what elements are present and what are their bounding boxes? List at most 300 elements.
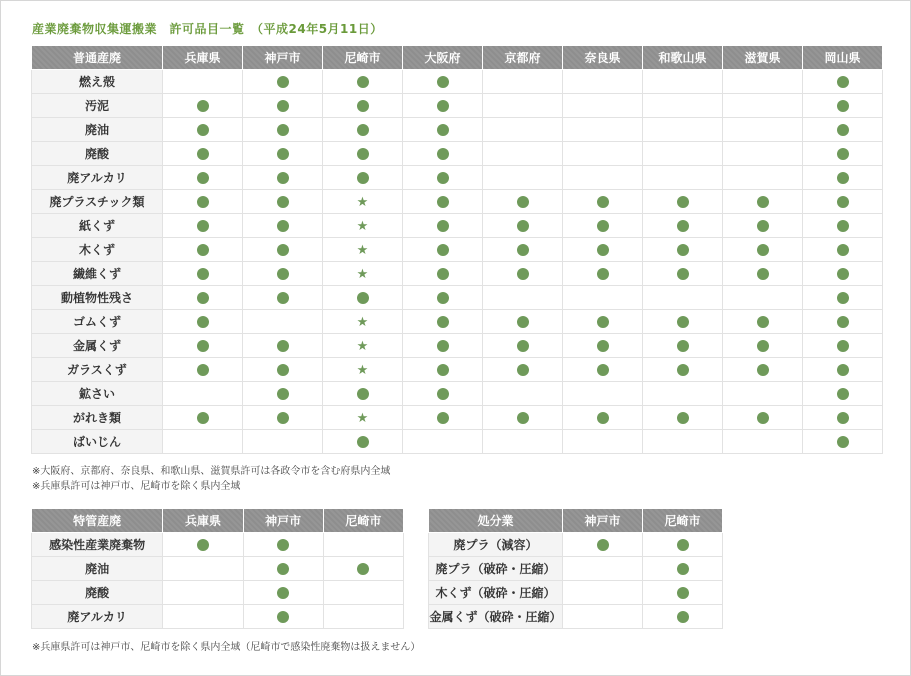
permit-cell — [723, 214, 803, 238]
permit-cell — [483, 166, 563, 190]
permit-cell — [243, 166, 323, 190]
permit-cell — [403, 118, 483, 142]
permit-cell — [643, 581, 723, 605]
permit-dot-icon — [357, 563, 369, 575]
region-header: 神戸市 — [243, 46, 323, 70]
permit-dot-icon — [277, 292, 289, 304]
permit-cell — [483, 430, 563, 454]
item-label: 紙くず — [32, 214, 163, 238]
table-row — [32, 238, 883, 262]
permit-cell — [323, 142, 403, 166]
permit-star-icon: ★ — [356, 194, 369, 210]
permit-dot-icon — [837, 124, 849, 136]
table-row — [32, 262, 883, 286]
permit-dot-icon — [437, 244, 449, 256]
permit-cell — [403, 310, 483, 334]
permit-star-icon: ★ — [356, 266, 369, 282]
permit-dot-icon — [677, 539, 689, 551]
item-label: 廃油 — [32, 557, 163, 581]
permit-cell — [563, 142, 643, 166]
permit-cell — [163, 94, 243, 118]
permit-cell — [563, 214, 643, 238]
permit-cell — [323, 334, 403, 358]
permit-dot-icon — [677, 244, 689, 256]
permit-cell — [243, 581, 323, 605]
permit-dot-icon — [437, 364, 449, 376]
permit-dot-icon — [197, 316, 209, 328]
permit-dot-icon — [437, 148, 449, 160]
permit-dot-icon — [277, 611, 289, 623]
permit-dot-icon — [677, 196, 689, 208]
permit-cell — [643, 214, 723, 238]
region-header: 兵庫県 — [163, 46, 243, 70]
item-label: ばいじん — [32, 430, 163, 454]
permit-cell — [243, 358, 323, 382]
permit-dot-icon — [517, 316, 529, 328]
permit-dot-icon — [677, 412, 689, 424]
permit-cell — [563, 581, 643, 605]
permit-cell — [483, 214, 563, 238]
permit-cell — [803, 118, 883, 142]
permit-dot-icon — [197, 268, 209, 280]
item-label: ガラスくず — [32, 358, 163, 382]
permit-dot-icon — [837, 172, 849, 184]
permit-cell — [243, 557, 323, 581]
permit-cell — [723, 262, 803, 286]
permit-dot-icon — [517, 268, 529, 280]
permit-cell — [403, 430, 483, 454]
permit-star-icon: ★ — [356, 362, 369, 378]
permit-cell — [483, 238, 563, 262]
permit-cell — [563, 358, 643, 382]
permit-cell — [243, 310, 323, 334]
permit-dot-icon — [437, 412, 449, 424]
permit-dot-icon — [757, 412, 769, 424]
item-label: 動植物性残さ — [32, 286, 163, 310]
permit-cell — [163, 406, 243, 430]
permit-dot-icon — [277, 76, 289, 88]
permit-dot-icon — [277, 563, 289, 575]
permit-dot-icon — [597, 316, 609, 328]
table-row — [32, 557, 404, 581]
permit-dot-icon — [437, 76, 449, 88]
category-header: 特管産廃 — [32, 509, 163, 533]
permit-cell — [643, 94, 723, 118]
item-label: 廃プラスチック類 — [32, 190, 163, 214]
permit-dot-icon — [277, 100, 289, 112]
permit-dot-icon — [837, 220, 849, 232]
item-label: 廃プラ（破砕・圧縮） — [429, 557, 563, 581]
permit-cell — [563, 238, 643, 262]
region-header: 岡山県 — [803, 46, 883, 70]
permit-cell — [323, 94, 403, 118]
permit-dot-icon — [357, 100, 369, 112]
permit-dot-icon — [437, 124, 449, 136]
permit-cell — [723, 286, 803, 310]
permit-cell — [563, 406, 643, 430]
permit-cell — [163, 310, 243, 334]
permit-dot-icon — [837, 340, 849, 352]
general-waste-table — [31, 45, 883, 454]
permit-dot-icon — [197, 148, 209, 160]
permit-cell — [723, 310, 803, 334]
permit-cell — [163, 334, 243, 358]
table-row — [429, 557, 723, 581]
permit-cell — [163, 262, 243, 286]
permit-cell — [483, 190, 563, 214]
permit-dot-icon — [277, 124, 289, 136]
permit-dot-icon — [597, 196, 609, 208]
permit-cell — [483, 262, 563, 286]
permit-cell — [643, 430, 723, 454]
permit-dot-icon — [597, 220, 609, 232]
table-row — [32, 286, 883, 310]
permit-dot-icon — [437, 316, 449, 328]
permit-cell — [243, 605, 323, 629]
permit-cell — [163, 166, 243, 190]
permit-dot-icon — [197, 340, 209, 352]
permit-dot-icon — [197, 244, 209, 256]
permit-cell — [563, 557, 643, 581]
permit-dot-icon — [677, 268, 689, 280]
item-label: 金属くず（破砕・圧縮） — [429, 605, 563, 629]
permit-cell — [643, 358, 723, 382]
note-prefecture-scope: ※大阪府、京都府、奈良県、和歌山県、滋賀県許可は各政令市を含む府県内全域 — [32, 466, 391, 477]
item-label: 汚泥 — [32, 94, 163, 118]
permit-cell — [643, 238, 723, 262]
permit-star-icon: ★ — [356, 218, 369, 234]
permit-cell — [323, 190, 403, 214]
permit-cell — [483, 70, 563, 94]
permit-star-icon: ★ — [356, 410, 369, 426]
permit-cell — [403, 286, 483, 310]
permit-cell — [323, 533, 403, 557]
permit-cell — [483, 334, 563, 358]
region-header: 神戸市 — [563, 509, 643, 533]
permit-dot-icon — [517, 244, 529, 256]
permit-cell — [403, 406, 483, 430]
permit-cell — [323, 262, 403, 286]
permit-cell — [243, 533, 323, 557]
permit-dot-icon — [837, 244, 849, 256]
permit-cell — [643, 190, 723, 214]
permit-cell — [563, 430, 643, 454]
permit-cell — [723, 94, 803, 118]
special-waste-table — [31, 508, 404, 629]
permit-cell — [163, 286, 243, 310]
permit-cell — [243, 190, 323, 214]
table-row — [32, 190, 883, 214]
table-row — [32, 533, 404, 557]
permit-dot-icon — [277, 388, 289, 400]
item-label: 廃アルカリ — [32, 166, 163, 190]
permit-cell — [563, 605, 643, 629]
table-row — [32, 310, 883, 334]
item-label: 繊維くず — [32, 262, 163, 286]
permit-cell — [323, 238, 403, 262]
permit-cell — [323, 166, 403, 190]
permit-cell — [483, 310, 563, 334]
permit-dot-icon — [757, 316, 769, 328]
permit-cell — [563, 334, 643, 358]
table-row — [32, 430, 883, 454]
permit-star-icon: ★ — [356, 242, 369, 258]
permit-cell — [723, 406, 803, 430]
permit-dot-icon — [837, 412, 849, 424]
category-header: 処分業 — [429, 509, 563, 533]
region-header: 京都府 — [483, 46, 563, 70]
permit-cell — [723, 70, 803, 94]
permit-dot-icon — [437, 340, 449, 352]
note-hyogo-infectious: ※兵庫県許可は神戸市、尼崎市を除く県内全域（尼崎市で感染性廃棄物は扱えません） — [32, 642, 421, 653]
permit-cell — [323, 557, 403, 581]
permit-cell — [643, 557, 723, 581]
table-row — [32, 142, 883, 166]
item-label: 木くず — [32, 238, 163, 262]
item-label: 廃酸 — [32, 142, 163, 166]
permit-cell — [483, 382, 563, 406]
permit-cell — [243, 238, 323, 262]
permit-dot-icon — [197, 100, 209, 112]
permit-cell — [243, 334, 323, 358]
permit-dot-icon — [357, 388, 369, 400]
table-row — [32, 581, 404, 605]
permit-cell — [163, 605, 243, 629]
permit-cell — [403, 94, 483, 118]
permit-cell — [243, 94, 323, 118]
category-header: 普通産廃 — [32, 46, 163, 70]
permit-dot-icon — [597, 364, 609, 376]
permit-dot-icon — [677, 364, 689, 376]
permit-cell — [163, 358, 243, 382]
permit-cell — [323, 310, 403, 334]
permit-cell — [643, 142, 723, 166]
permit-cell — [643, 310, 723, 334]
permit-cell — [803, 190, 883, 214]
permit-dot-icon — [197, 196, 209, 208]
permit-cell — [723, 358, 803, 382]
permit-cell — [803, 382, 883, 406]
permit-dot-icon — [277, 148, 289, 160]
permit-cell — [563, 118, 643, 142]
permit-cell — [483, 406, 563, 430]
permit-cell — [403, 382, 483, 406]
permit-dot-icon — [517, 196, 529, 208]
item-label: 廃アルカリ — [32, 605, 163, 629]
region-header: 滋賀県 — [723, 46, 803, 70]
header-row — [32, 46, 883, 70]
permit-cell — [723, 430, 803, 454]
permit-cell — [563, 382, 643, 406]
permit-cell — [723, 334, 803, 358]
permit-cell — [803, 430, 883, 454]
table-row — [32, 605, 404, 629]
table-row — [32, 382, 883, 406]
permit-cell — [803, 94, 883, 118]
permit-star-icon: ★ — [356, 314, 369, 330]
table-row — [429, 605, 723, 629]
permit-cell — [563, 533, 643, 557]
table-row — [429, 581, 723, 605]
permit-dot-icon — [677, 316, 689, 328]
permit-cell — [323, 581, 403, 605]
permit-cell — [483, 118, 563, 142]
item-label: 廃油 — [32, 118, 163, 142]
permit-cell — [243, 262, 323, 286]
permit-cell — [403, 334, 483, 358]
permit-star-icon: ★ — [356, 338, 369, 354]
permit-dot-icon — [597, 539, 609, 551]
permit-dot-icon — [517, 412, 529, 424]
note-hyogo-scope: ※兵庫県許可は神戸市、尼崎市を除く県内全域 — [32, 481, 241, 492]
permit-cell — [643, 70, 723, 94]
permit-cell — [643, 533, 723, 557]
permit-dot-icon — [597, 268, 609, 280]
permit-dot-icon — [517, 364, 529, 376]
permit-cell — [803, 358, 883, 382]
table-row — [32, 118, 883, 142]
permit-dot-icon — [197, 124, 209, 136]
permit-dot-icon — [357, 436, 369, 448]
permit-dot-icon — [277, 196, 289, 208]
permit-cell — [323, 605, 403, 629]
permit-cell — [163, 70, 243, 94]
permit-dot-icon — [757, 364, 769, 376]
permit-cell — [323, 286, 403, 310]
permit-cell — [803, 238, 883, 262]
permit-dot-icon — [357, 172, 369, 184]
item-label: 感染性産業廃棄物 — [32, 533, 163, 557]
disposal-table — [428, 508, 723, 629]
permit-dot-icon — [197, 412, 209, 424]
permit-dot-icon — [277, 268, 289, 280]
table-row — [32, 166, 883, 190]
permit-cell — [803, 70, 883, 94]
permit-dot-icon — [837, 364, 849, 376]
permit-dot-icon — [597, 244, 609, 256]
permit-cell — [643, 406, 723, 430]
permit-dot-icon — [757, 244, 769, 256]
item-label: 燃え殻 — [32, 70, 163, 94]
permit-cell — [643, 262, 723, 286]
table-row — [429, 533, 723, 557]
permit-dot-icon — [437, 388, 449, 400]
permit-cell — [403, 214, 483, 238]
permit-cell — [643, 382, 723, 406]
permit-cell — [403, 262, 483, 286]
permit-cell — [403, 70, 483, 94]
permit-cell — [243, 286, 323, 310]
permit-dot-icon — [357, 148, 369, 160]
permit-cell — [163, 557, 243, 581]
permit-dot-icon — [837, 316, 849, 328]
region-header: 大阪府 — [403, 46, 483, 70]
permit-dot-icon — [437, 268, 449, 280]
permit-cell — [723, 190, 803, 214]
region-header: 尼崎市 — [643, 509, 723, 533]
permit-dot-icon — [677, 587, 689, 599]
permit-dot-icon — [677, 611, 689, 623]
permit-dot-icon — [517, 220, 529, 232]
permit-cell — [563, 190, 643, 214]
permit-dot-icon — [197, 292, 209, 304]
permit-cell — [163, 430, 243, 454]
permit-cell — [323, 382, 403, 406]
permit-dot-icon — [277, 412, 289, 424]
permit-cell — [803, 142, 883, 166]
permit-cell — [803, 334, 883, 358]
permit-dot-icon — [517, 340, 529, 352]
permit-dot-icon — [357, 124, 369, 136]
permit-cell — [483, 94, 563, 118]
region-header: 兵庫県 — [163, 509, 243, 533]
permit-dot-icon — [437, 292, 449, 304]
permit-cell — [243, 214, 323, 238]
permit-cell — [403, 166, 483, 190]
permit-cell — [803, 262, 883, 286]
permit-cell — [323, 214, 403, 238]
permit-dot-icon — [757, 196, 769, 208]
permit-dot-icon — [837, 436, 849, 448]
permit-cell — [163, 533, 243, 557]
permit-dot-icon — [837, 268, 849, 280]
region-header: 和歌山県 — [643, 46, 723, 70]
region-header: 神戸市 — [243, 509, 323, 533]
permit-dot-icon — [837, 148, 849, 160]
permit-cell — [643, 334, 723, 358]
permit-dot-icon — [837, 76, 849, 88]
permit-dot-icon — [837, 100, 849, 112]
permit-dot-icon — [757, 220, 769, 232]
region-header: 尼崎市 — [323, 46, 403, 70]
header-row — [32, 509, 404, 533]
permit-cell — [563, 262, 643, 286]
permit-dot-icon — [277, 220, 289, 232]
permit-dot-icon — [757, 268, 769, 280]
permit-dot-icon — [597, 340, 609, 352]
permit-dot-icon — [677, 220, 689, 232]
permit-cell — [163, 214, 243, 238]
header-row — [429, 509, 723, 533]
permit-cell — [723, 118, 803, 142]
permit-cell — [563, 94, 643, 118]
table-row — [32, 334, 883, 358]
permit-cell — [163, 190, 243, 214]
permit-cell — [403, 358, 483, 382]
permit-cell — [723, 142, 803, 166]
permit-cell — [243, 382, 323, 406]
permit-dot-icon — [437, 220, 449, 232]
permit-cell — [163, 581, 243, 605]
permit-dot-icon — [437, 196, 449, 208]
permit-dot-icon — [757, 340, 769, 352]
permit-dot-icon — [837, 388, 849, 400]
item-label: 金属くず — [32, 334, 163, 358]
permit-cell — [323, 118, 403, 142]
permit-dot-icon — [277, 244, 289, 256]
permit-dot-icon — [437, 172, 449, 184]
permit-dot-icon — [277, 172, 289, 184]
table-row — [32, 94, 883, 118]
permit-cell — [323, 70, 403, 94]
permit-dot-icon — [837, 292, 849, 304]
permit-cell — [803, 310, 883, 334]
permit-cell — [563, 310, 643, 334]
permit-cell — [403, 238, 483, 262]
permit-cell — [643, 166, 723, 190]
item-label: 木くず（破砕・圧縮） — [429, 581, 563, 605]
permit-cell — [803, 286, 883, 310]
